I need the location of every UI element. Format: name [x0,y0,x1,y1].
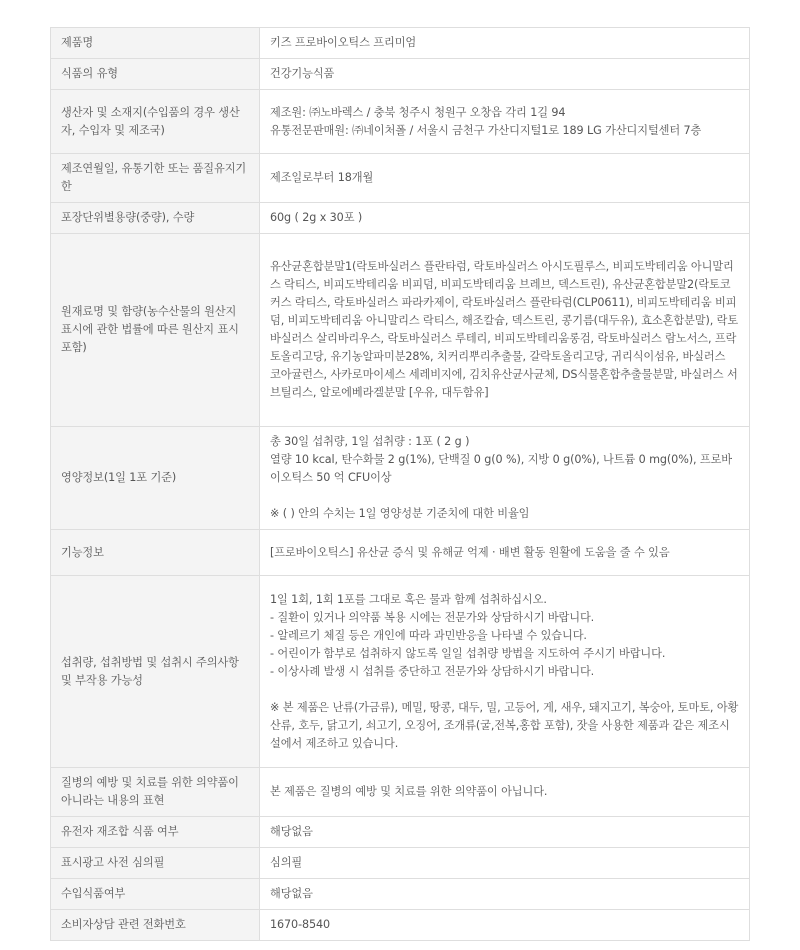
product-info-table [50,27,750,941]
row-label: 수입식품여부 [51,879,260,910]
manufacturer-text: 제조원: ㈜노바렉스 / 충북 청주시 청원구 오창읍 각리 1길 94 [270,105,566,119]
table-row [51,817,750,848]
row-value: 제조일로부터 18개월 [260,154,750,203]
caution-line: - 이상사례 발생 시 섭취를 중단하고 전문가와 상담하시기 바랍니다. [270,664,595,678]
row-label: 기능정보 [51,530,260,576]
allergy-notice: ※ 본 제품은 난류(가금류), 메밀, 땅콩, 대두, 밀, 고등어, 게, 새우, 돼지고기, 복숭아, 토마토, 아황산류, 호두, 닭고기, 쇠고기, 오징어, 조개류(굴,전복,홍합 포함), 잣을 사용한 제품과 같은 제조시설에서 제조하고 있습니다. [270,700,739,750]
row-label: 유전자 재조합 식품 여부 [51,817,260,848]
row-value [260,90,750,154]
table-row [51,427,750,530]
row-value: 해당없음 [260,817,750,848]
distributor-text: 유통전문판매원: ㈜네이처폴 / 서울시 금천구 가산디지털1로 189 LG 가산디지털센터 7층 [270,123,702,137]
row-label: 원재료명 및 함량(농수산물의 원산지 표시에 관한 법률에 따른 원산지 표시 포함) [51,234,260,427]
row-value [260,427,750,530]
table-row [51,576,750,768]
table-row [51,530,750,576]
product-info-section [50,27,750,941]
row-value: 유산균혼합분말1(락토바실러스 플란타럼, 락토바실러스 아시도필루스, 비피도박테리움 아니말리스 락티스, 비피도박테리움 비피덤, 비피도박테리움 브레브, 덱스트린), 유산균혼합분말2(락토코커스 락티스, 락토바실러스 파라카제이, 락토바실러스 플란타럼(CLP0611), 비피도박테리움 비피덤, 비피도박테리움 아니말리스 락티스, 해조칼슘, 덱스트린, 콩기름(대두유), 효소혼합분말), 락토바실러스 살리바리우스, 락토바실러스 루테리, 비피도박테리움롱검, 락토바실러스 람노서스, 프락토올리고당, 유기농알파미분28%, 치커리뿌리추출물, 갈락토올리고당, 귀리식이섬유, 바실러스 코아귤런스, 사카로마이세스 세레비지에, 김치유산균사균체, DS식물혼합추출물분말, 바실러스 서브틸리스, 알로에베라겔분말 [우유, 대두함유] [260,234,750,427]
row-value: 1670-8540 [260,910,750,941]
table-row [51,59,750,90]
row-label: 식품의 유형 [51,59,260,90]
table-row [51,28,750,59]
table-row [51,768,750,817]
row-label: 생산자 및 소재지(수입품의 경우 생산자, 수입자 및 제조국) [51,90,260,154]
row-label: 소비자상담 관련 전화번호 [51,910,260,941]
table-row [51,848,750,879]
table-row [51,910,750,941]
row-value: 건강기능식품 [260,59,750,90]
row-label: 포장단위별용량(중량), 수량 [51,203,260,234]
table-row [51,90,750,154]
spacer [270,681,739,699]
intake-direction: 1일 1회, 1회 1포를 그대로 혹은 물과 함께 섭취하십시오. [270,592,547,606]
row-label: 표시광고 사전 심의필 [51,848,260,879]
row-label: 제품명 [51,28,260,59]
table-row [51,203,750,234]
nutrition-summary: 총 30일 섭취량, 1일 섭취량 : 1포 ( 2 g ) [270,435,470,448]
caution-line: - 질환이 있거나 의약품 복용 시에는 전문가와 상담하시기 바랍니다. [270,610,595,624]
table-row [51,154,750,203]
row-value: 심의필 [260,848,750,879]
row-value: 본 제품은 질병의 예방 및 치료를 위한 의약품이 아닙니다. [260,768,750,817]
table-row [51,879,750,910]
nutrition-facts: 열량 10 kcal, 탄수화물 2 g(1%), 단백질 0 g(0 %), 지방 0 g(0%), 나트륨 0 mg(0%), 프로바이오틱스 50 억 CFU이상 [270,453,733,484]
row-value: 60g ( 2g x 30포 ) [260,203,750,234]
table-row [51,234,750,427]
row-value: 해당없음 [260,879,750,910]
row-value: 키즈 프로바이오틱스 프리미엄 [260,28,750,59]
nutrition-note: ※ ( ) 안의 수치는 1일 영양성분 기준치에 대한 비율임 [270,507,530,520]
spacer [270,487,739,505]
row-label: 영양정보(1일 1포 기준) [51,427,260,530]
row-label: 질병의 예방 및 치료를 위한 의약품이 아니라는 내용의 표현 [51,768,260,817]
caution-line: - 알레르기 체질 등은 개인에 따라 과민반응을 나타낼 수 있습니다. [270,628,587,642]
row-value [260,576,750,768]
row-value: [프로바이오틱스] 유산균 증식 및 유해균 억제 · 배변 활동 원활에 도움을 줄 수 있음 [260,530,750,576]
row-label: 섭취량, 섭취방법 및 섭취시 주의사항 및 부작용 가능성 [51,576,260,768]
row-label: 제조연월일, 유통기한 또는 품질유지기한 [51,154,260,203]
caution-line: - 어린이가 함부로 섭취하지 않도록 일일 섭취량 방법을 지도하여 주시기 바랍니다. [270,646,666,660]
